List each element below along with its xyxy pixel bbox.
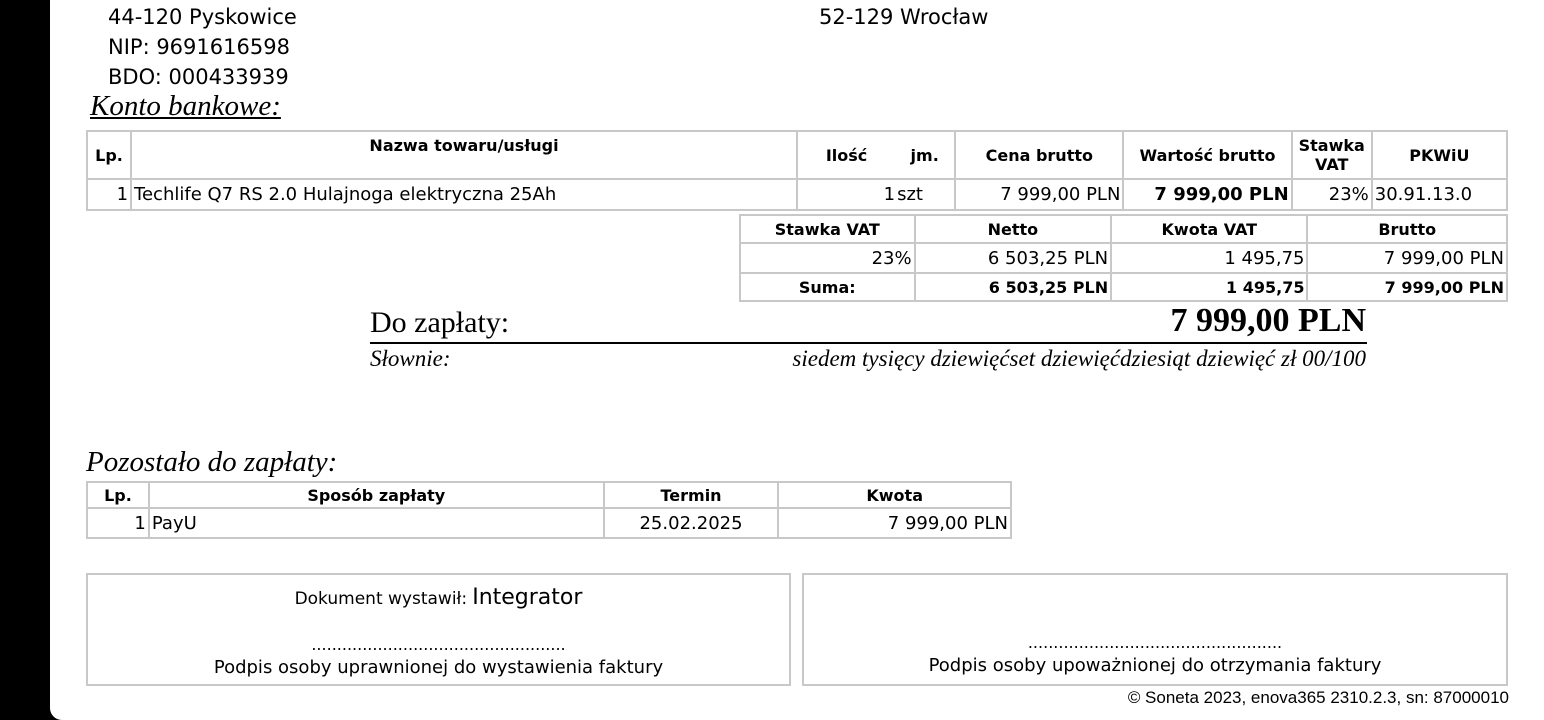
vat-row-net: 6 503,25 PLN: [915, 243, 1112, 273]
header-qty: Ilość: [797, 131, 895, 179]
vat-header-net: Netto: [915, 215, 1112, 243]
remaining-header-method: Sposób zapłaty: [149, 482, 604, 508]
remaining-header-due: Termin: [604, 482, 779, 508]
remaining-table: [86, 481, 1012, 539]
to-pay-amount: 7 999,00 PLN: [1170, 302, 1366, 339]
row-name: Techlife Q7 RS 2.0 Hulajnoga elektryczna 25Ah: [131, 179, 797, 210]
amount-in-words-label: Słownie:: [370, 346, 451, 371]
items-header-row: [87, 131, 1507, 179]
remaining-header-amount: Kwota: [778, 482, 1011, 508]
to-pay-divider: [370, 342, 1367, 344]
issuer-label: Dokument wystawił:: [294, 589, 468, 609]
header-name: Nazwa towaru/usługi: [131, 131, 797, 179]
bank-account-label: Konto bankowe:: [90, 90, 281, 122]
issuer-name: Integrator: [472, 585, 583, 610]
seller-bdo: BDO: 000433939: [108, 65, 289, 89]
vat-sum-label: Suma:: [740, 273, 915, 301]
vat-sum-row: [740, 273, 1507, 301]
vat-header-vat: Kwota VAT: [1111, 215, 1307, 243]
header-vat: Stawka VAT: [1292, 131, 1372, 179]
vat-sum-vat: 1 495,75: [1111, 273, 1307, 301]
table-row: [87, 179, 1507, 210]
remaining-row-lp: 1: [87, 508, 149, 538]
items-table: [86, 130, 1508, 211]
buyer-postal-city: 52-129 Wrocław: [819, 5, 989, 29]
issuer-caption: Podpis osoby uprawnionej do wystawienia faktury: [213, 657, 664, 678]
row-price: 7 999,00 PLN: [955, 179, 1123, 210]
table-row: [87, 508, 1011, 538]
header-unit: jm.: [895, 131, 955, 179]
remaining-row-amount: 7 999,00 PLN: [778, 508, 1011, 538]
remaining-row-method: PayU: [149, 508, 604, 538]
receiver-dots: ..................................................: [1027, 633, 1283, 652]
row-unit: szt: [895, 179, 955, 210]
vat-row-gross: 7 999,00 PLN: [1307, 243, 1507, 273]
vat-header-rate: Stawka VAT: [740, 215, 915, 243]
receiver-caption: Podpis osoby upoważnionej do otrzymania faktury: [928, 655, 1382, 676]
vat-summary-table: [739, 214, 1508, 302]
seller-postal-city: 44-120 Pyskowice: [108, 5, 297, 29]
remaining-header-lp: Lp.: [87, 482, 149, 508]
row-qty: 1: [797, 179, 895, 210]
amount-in-words: siedem tysięcy dziewięćset dziewięćdziesiąt dziewięć zł 00/100: [792, 346, 1366, 371]
header-lp: Lp.: [87, 131, 131, 179]
issuer-signature-box: [86, 573, 791, 686]
remaining-row-due: 25.02.2025: [604, 508, 779, 538]
header-value: Wartość brutto: [1123, 131, 1291, 179]
header-price: Cena brutto: [955, 131, 1123, 179]
remaining-header-row: [87, 482, 1011, 508]
row-pkwiu: 30.91.13.0: [1372, 179, 1507, 210]
table-row: [740, 243, 1507, 273]
issuer-line: [88, 585, 789, 610]
header-pkwiu: PKWiU: [1372, 131, 1507, 179]
vat-header-row: [740, 215, 1507, 243]
invoice-page: [50, 0, 1544, 720]
vat-sum-net: 6 503,25 PLN: [915, 273, 1112, 301]
vat-row-vat: 1 495,75: [1111, 243, 1307, 273]
footer-copyright: © Soneta 2023, enova365 2310.2.3, sn: 87000010: [1127, 688, 1509, 707]
to-pay-label: Do zapłaty:: [370, 306, 510, 339]
row-vat: 23%: [1292, 179, 1372, 210]
vat-row-rate: 23%: [740, 243, 915, 273]
remaining-title: Pozostało do zapłaty:: [86, 446, 338, 478]
seller-nip: NIP: 9691616598: [108, 35, 290, 59]
row-lp: 1: [87, 179, 131, 210]
vat-sum-gross: 7 999,00 PLN: [1307, 273, 1507, 301]
issuer-dots: ..................................................: [311, 635, 566, 654]
row-value: 7 999,00 PLN: [1123, 179, 1291, 210]
vat-header-gross: Brutto: [1307, 215, 1507, 243]
receiver-signature-box: [802, 573, 1508, 686]
